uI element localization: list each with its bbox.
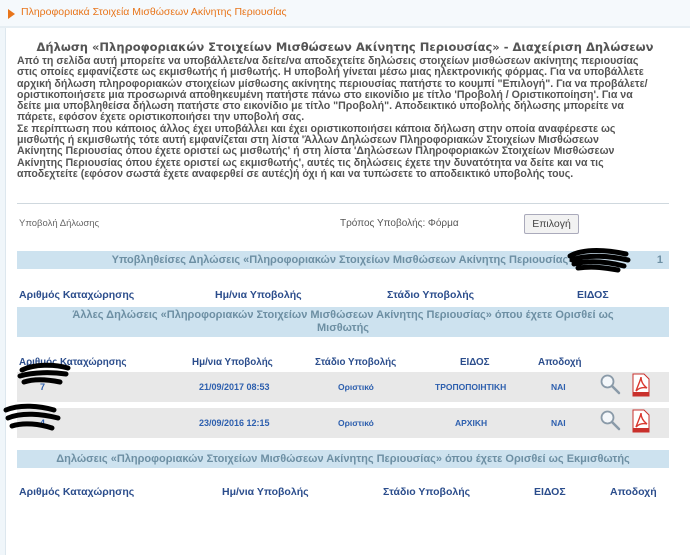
column-header-type: ΕΙΔΟΣ <box>577 289 609 301</box>
intro-line: δείτε μια υποβληθείσα δήλωση πατήστε στο εικονίδιο με τίτλο "Προβολή". Αποδεικτικό υποβολής δήλωσης μπορείτε να <box>17 100 624 113</box>
column-header-stage: Στάδιο Υποβολής <box>387 289 475 301</box>
submission-method <box>340 218 459 229</box>
registration-number: 7 <box>40 382 46 392</box>
intro-line: Ακίνητης Περιουσίας όπου έχετε οριστεί ως εκμισθωτής', αυτές τις δηλώσεις έχετε την δυνατότητα να δείτε και να τις <box>17 156 604 169</box>
column-header-date: Ημ/νια Υποβολής <box>192 357 273 368</box>
left-rail <box>0 0 6 555</box>
column-header-registration: Αριθμός Καταχώρησης <box>19 289 135 301</box>
submission-stage: Οριστικό <box>338 418 374 428</box>
submission-label: Υποβολή Δήλωσης <box>19 218 100 229</box>
intro-line: πάρετε, εφόσον έχετε οριστικοποιήσει την υποβολή σας. <box>17 111 305 124</box>
submission-row <box>0 214 690 238</box>
declaration-type: ΑΡΧΙΚΗ <box>455 418 488 428</box>
submission-stage: Οριστικό <box>338 382 374 392</box>
column-header-accept: Αποδοχή <box>610 486 657 498</box>
intro-line: Σε περίπτωση που κάποιος άλλος έχει υποβάλλει και έχει οριστικοποιήσει κάποια δήλωση στην οποία αναφέρεστε ως <box>17 122 616 135</box>
column-header-date: Ημ/νια Υποβολής <box>215 289 302 301</box>
select-button[interactable]: Επιλογή <box>524 214 579 234</box>
table-row <box>17 372 669 402</box>
intro-line: οριστικοποιήσετε μια προσωρινά αποθηκευμένη πατήστε πάνω στο εικονίδιο με τίτλο 'Προβολή / Οριστικοποίηση'. Για να <box>17 88 633 101</box>
submission-method-value: Φόρμα <box>427 218 459 229</box>
redaction-scribble <box>14 360 74 390</box>
tenant-section-title-2: Μισθωτής <box>316 322 370 334</box>
divider <box>17 203 669 204</box>
column-header-type: ΕΙΔΟΣ <box>460 357 490 368</box>
tenant-section-title: Άλλες Δηλώσεις «Πληροφοριακών Στοιχείων Μισθώσεων Ακίνητης Περιουσίας» όπου έχετε Ορισθεί ως <box>72 309 614 321</box>
page-title: Δήλωση «Πληροφοριακών Στοιχείων Μισθώσεων Ακίνητης Περιουσίας» - Διαχείριση Δηλώσεων <box>36 40 654 54</box>
column-header-accept: Αποδοχή <box>538 357 582 368</box>
column-header-date: Ημ/νια Υποβολής <box>222 486 309 498</box>
submission-method-label: Τρόπος Υποβολής: <box>340 218 426 229</box>
intro-line: στις οποίες εμφανίζεστε ως εκμισθωτής ή μισθωτής. Η υποβολή γίνεται μέσω μιας ηλεκτρονικής φόρμας. Για να υποβάλλετε <box>17 66 644 79</box>
submitted-count: 1 <box>656 254 663 266</box>
intro-line: μισθωτής ή εκμισθωτής τότε αυτή εμφανίζεται στη λίστα 'Άλλων Δηλώσεων Πληροφοριακών Στοιχείων Μισθώσεων <box>17 134 599 147</box>
redaction-scribble <box>2 400 62 436</box>
column-header-registration: Αριθμός Καταχώρησης <box>19 486 135 498</box>
declaration-type: ΤΡΟΠΟΠΟΙΗΤΙΚΗ <box>435 382 507 392</box>
column-header-stage: Στάδιο Υποβολής <box>315 357 397 368</box>
pdf-icon[interactable] <box>631 409 651 433</box>
registration-number: 4 <box>40 418 46 428</box>
column-header-type: ΕΙΔΟΣ <box>534 486 566 498</box>
submission-date: 21/09/2017 08:53 <box>199 382 270 392</box>
intro-text <box>17 56 673 180</box>
page-header <box>0 0 690 28</box>
submission-date: 23/09/2016 12:15 <box>199 418 270 428</box>
intro-line: Ακίνητης Περιουσίας όπου έχετε οριστεί ως μισθωτής' ή στη λίστα 'Δηλώσεων Πληροφοριακών Στοιχείων Μισθώσεων <box>17 145 615 158</box>
landlord-section-title: Δηλώσεις «Πληροφοριακών Στοιχείων Μισθώσεων Ακίνητης Περιουσίας» όπου έχετε Ορισθεί ως Εκμισθωτής <box>56 453 630 465</box>
column-header-registration: Αριθμός Καταχώρησης <box>19 357 127 368</box>
submitted-section-title: Υποβληθείσες Δηλώσεις «Πληροφοριακών Στοιχείων Μισθώσεων Ακίνητης Περιουσίας» <box>111 254 575 266</box>
pdf-icon[interactable] <box>631 373 651 397</box>
table-row <box>17 408 669 438</box>
acceptance: ΝΑΙ <box>551 418 566 428</box>
search-icon[interactable] <box>599 373 621 395</box>
column-header-stage: Στάδιο Υποβολής <box>383 486 471 498</box>
redaction-scribble <box>566 244 632 274</box>
landlord-section-header <box>17 450 669 468</box>
intro-line: αρχική δήλωση πληροφοριακών στοιχείων μίσθωσης ακίνητης περιουσίας πατήστε το κουμπί "Επιλογή". Για να προβάλετε/ <box>17 77 648 90</box>
search-icon[interactable] <box>599 409 621 431</box>
page-header-title: Πληροφοριακά Στοιχεία Μισθώσεων Ακίνητης Περιουσίας <box>21 6 287 18</box>
intro-line: Από τη σελίδα αυτή μπορείτε να υποβάλλετε/να δείτε/να αποδεχτείτε δηλώσεις στοιχείων μισθώσεων ακίνητης περιουσίας <box>17 55 639 67</box>
arrow-right-icon <box>8 9 15 19</box>
intro-line: αποδεχτείτε (εφόσον σωστά έχετε αναφερθεί σε αυτές)ή όχι ή και να τυπώσετε το αποδεικτικό υποβολής τους. <box>17 167 574 180</box>
tenant-section-header <box>17 307 669 337</box>
acceptance: ΝΑΙ <box>551 382 566 392</box>
